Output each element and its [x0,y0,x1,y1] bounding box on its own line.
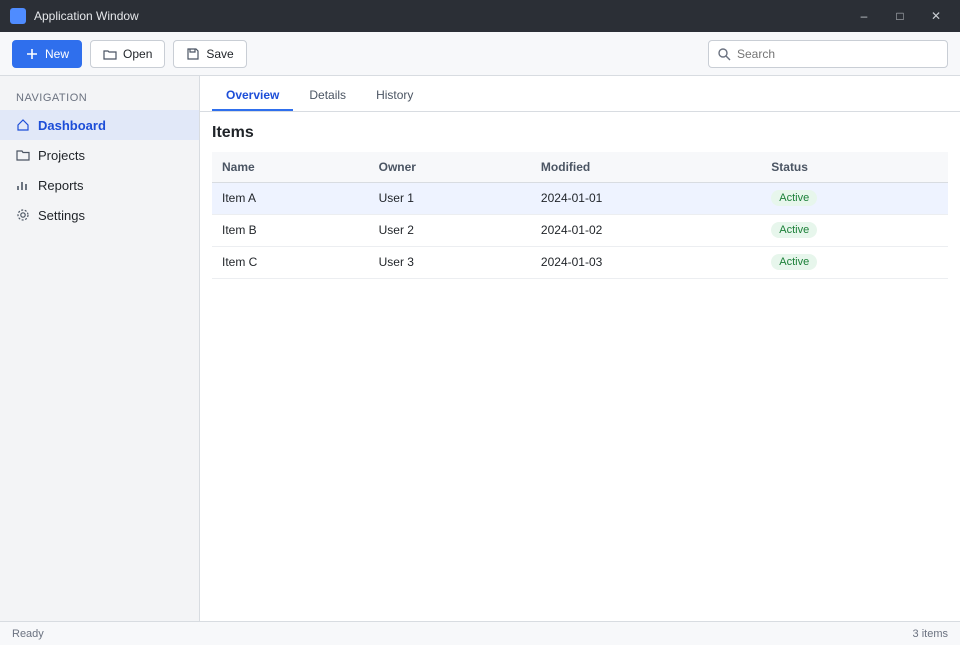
window-title: Application Window [34,9,139,23]
tab-history[interactable]: History [376,88,414,102]
table-cell: User 2 [369,214,531,246]
sidebar-item-dashboard[interactable] [0,110,199,140]
sidebar-item-settings[interactable] [0,200,199,230]
table-cell: User 3 [369,246,531,278]
table-cell: Item A [212,182,369,214]
tab-overview[interactable]: Overview [212,81,293,111]
table-cell [761,182,948,214]
chart-icon [16,178,30,192]
new-button-label: New [45,46,70,61]
sidebar-item-label: Settings [38,207,85,223]
toolbar [0,32,960,76]
app-logo-icon [10,8,26,24]
table-cell: User 1 [369,182,531,214]
title-bar [0,0,960,32]
sidebar-item-label: Projects [38,147,85,163]
folder-open-icon [103,47,117,61]
table-cell: 2024-01-02 [531,214,761,246]
folder-icon [16,148,30,162]
sidebar-item-reports[interactable] [0,170,199,200]
status-bar [0,621,960,645]
home-icon [16,118,30,132]
table-cell: 2024-01-01 [531,182,761,214]
page-title: Items [212,124,254,141]
table-cell: Item C [212,246,369,278]
table-row[interactable] [212,246,948,278]
table-cell [761,214,948,246]
save-button[interactable] [173,40,246,68]
table-cell [761,246,948,278]
sidebar [0,76,200,621]
content-area [200,112,960,621]
column-header[interactable]: Modified [531,152,761,182]
gear-icon [16,208,30,222]
plus-icon [25,47,39,61]
close-button[interactable]: ✕ [930,9,942,23]
sidebar-item-label: Dashboard [38,117,106,133]
open-button[interactable] [90,40,165,68]
item-count: 3 items [912,627,948,640]
items-table [212,152,948,279]
sidebar-item-label: Reports [38,177,84,193]
save-button-label: Save [206,46,234,61]
main-panel [200,76,960,621]
sidebar-item-projects[interactable] [0,140,199,170]
column-header[interactable]: Owner [369,152,531,182]
status-text: Ready [12,627,44,640]
save-icon [186,47,200,61]
search-input[interactable] [737,47,939,61]
search-icon [717,47,731,61]
sidebar-heading: NAVIGATION [16,92,88,104]
column-header[interactable]: Status [761,152,948,182]
maximize-button[interactable]: □ [896,9,904,23]
open-button-label: Open [123,46,153,61]
new-button[interactable] [12,40,82,68]
table-cell: 2024-01-03 [531,246,761,278]
tab-bar [200,76,960,112]
column-header[interactable]: Name [212,152,369,182]
table-row[interactable] [212,214,948,246]
status-badge: Active [771,254,817,270]
tab-details[interactable]: Details [309,88,347,102]
window-body [0,76,960,621]
search-box [708,40,948,68]
minimize-button[interactable]: – [860,9,868,23]
table-cell: Item B [212,214,369,246]
status-badge: Active [771,190,817,206]
status-badge: Active [771,222,817,238]
table-header-row [212,152,948,182]
table-row[interactable] [212,182,948,214]
